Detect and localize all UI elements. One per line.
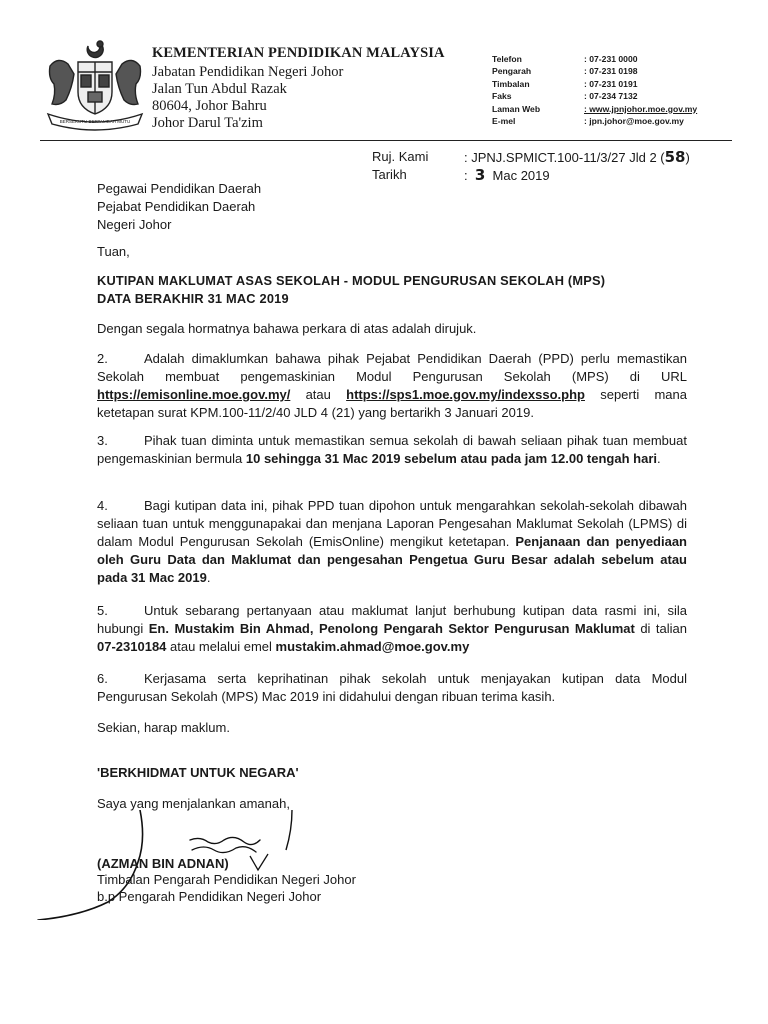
subject-line: KUTIPAN MAKLUMAT ASAS SEKOLAH - MODUL PENGURUSAN SEKOLAH (MPS) — [97, 273, 606, 288]
contact-value: : www.jpnjohor.moe.gov.my — [584, 103, 698, 114]
paragraph-text: Adalah dimaklumkan bahawa pihak Pejabat Pendidikan Daerah (PPD) perlu memastikan Sekolah membuat pengemaskinian Modul Pengurusan Sekolah (MPS) di URL — [97, 351, 687, 384]
date-colon: : — [464, 167, 468, 183]
ref-close: ) — [685, 150, 690, 165]
closing-line: Sekian, harap maklum. — [97, 720, 230, 735]
signatory-title: b.p Pengarah Pendidikan Negeri Johor — [97, 889, 322, 904]
address-line: 80604, Johor Bahru — [152, 98, 267, 114]
contact-value: : 07-234 7132 — [584, 91, 638, 102]
paragraph-4 — [97, 497, 687, 587]
contact-row — [492, 53, 697, 65]
letterhead-organisation — [152, 45, 445, 132]
paragraph-text: . — [657, 451, 661, 466]
handwritten-date-day: 3 — [474, 165, 486, 184]
signatory-title: Timbalan Pengarah Pendidikan Negeri Johor — [97, 872, 356, 887]
ref-label: Ruj. Kami — [372, 149, 429, 164]
date-month-year: Mac 2019 — [492, 167, 550, 183]
contact-label: Faks — [492, 91, 512, 102]
reference-block — [372, 149, 690, 184]
contact-label: E-mel — [492, 115, 516, 126]
paragraph-number: 5. — [97, 603, 108, 618]
emis-url-link[interactable]: https://emisonline.moe.gov.my/ — [97, 387, 291, 402]
address-line: Jalan Tun Abdul Razak — [152, 81, 287, 97]
contact-label: Pengarah — [492, 66, 532, 77]
recipient-line: Pegawai Pendidikan Daerah — [97, 181, 262, 196]
subject-heading — [97, 272, 687, 308]
paragraph-6 — [97, 670, 687, 706]
contact-label: Timbalan — [492, 78, 530, 89]
header-divider — [40, 140, 732, 141]
address-line: Johor Darul Ta'zim — [152, 115, 263, 131]
contact-row — [492, 90, 697, 102]
subject-line: DATA BERAKHIR 31 MAC 2019 — [97, 291, 289, 306]
paragraph-number: 3. — [97, 433, 108, 448]
ministry-name: KEMENTERIAN PENDIDIKAN MALAYSIA — [152, 45, 445, 61]
intro-paragraph: Dengan segala hormatnya bahawa perkara di atas adalah dirujuk. — [97, 321, 477, 336]
paragraph-text: Kerjasama serta keprihatinan pihak sekolah untuk menjayakan kutipan data Modul Pengurusan Sekolah (MPS) Mac 2019 ini didahului dengan ribuan terima kasih. — [97, 671, 687, 704]
paragraph-number: 4. — [97, 498, 108, 513]
paragraph-text: . — [206, 570, 211, 585]
paragraph-bold-text: 10 sehingga 31 Mac 2019 sebelum atau pada jam 12.00 tengah hari — [245, 451, 657, 466]
sps-url-link[interactable]: https://sps1.moe.gov.my/indexsso.php — [346, 387, 585, 402]
paragraph-text: atau — [290, 387, 347, 402]
address-line: Jabatan Pendidikan Negeri Johor — [152, 64, 344, 80]
contact-value: : 07-231 0198 — [584, 66, 638, 77]
paragraph-text: di talian — [634, 621, 688, 636]
ref-value — [464, 149, 690, 167]
coat-of-arms-icon — [40, 36, 150, 132]
contact-row — [492, 115, 697, 127]
contact-value: : jpn.johor@moe.gov.my — [584, 115, 684, 126]
recipient-line: Pejabat Pendidikan Daerah — [97, 199, 256, 214]
ref-number: : JPNJ.SPMICT.100-11/3/27 Jld 2 ( — [464, 150, 665, 165]
paragraph-text: Untuk sebarang pertanyaan atau maklumat lanjut berhubung kutipan data rasmi ini, sila hubungi — [97, 603, 687, 636]
contact-phone: 07-2310184 — [97, 639, 167, 654]
motto: 'BERKHIDMAT UNTUK NEGARA' — [97, 765, 299, 780]
paragraph-text: Bagi kutipan data ini, pihak PPD tuan dipohon untuk mengarahkan sekolah-sekolah dibawah seliaan tuan untuk menggunapakai dan menjana Laporan Pengesahan Maklumat Sekolah (LPMS) di dalam Modul Pengurusan Sekolah (EmisOnline) mengikut ketetapan. — [97, 498, 687, 549]
signatory-name: (AZMAN BIN ADNAN) — [97, 856, 229, 871]
saya-line: Saya yang menjalankan amanah, — [97, 796, 290, 811]
contact-value: : 07-231 0000 — [584, 54, 638, 64]
salutation: Tuan, — [97, 244, 130, 259]
contact-person: En. Mustakim Bin Ahmad, Penolong Pengarah Sektor Pengurusan Maklumat — [148, 621, 635, 636]
contact-email: mustakim.ahmad@moe.gov.my — [275, 639, 470, 654]
paragraph-text: atau melalui emel — [166, 639, 276, 654]
date-label: Tarikh — [372, 166, 407, 182]
paragraph-2 — [97, 350, 687, 422]
recipient-address — [97, 180, 687, 234]
paragraph-number: 2. — [97, 351, 108, 366]
contact-row — [492, 103, 697, 115]
contact-row — [492, 65, 697, 77]
paragraph-5 — [97, 602, 687, 656]
paragraph-text: Pihak tuan diminta untuk memastikan semua sekolah di bawah seliaan pihak tuan membuat pengemaskinian bermula — [97, 433, 687, 466]
contact-label: Telefon — [492, 54, 522, 64]
paragraph-3 — [97, 432, 687, 468]
contact-block — [492, 53, 697, 127]
ref-row — [372, 149, 690, 167]
contact-value: : 07-231 0191 — [584, 78, 638, 89]
handwritten-ref-number: 58 — [664, 148, 686, 166]
paragraph-bold-text: Penjanaan dan penyediaan oleh Guru Data dan Maklumat dan pengesahan Pengetua Guru Besar adalah sebelum atau pada 31 Mac 2019 — [97, 534, 688, 585]
paragraph-number: 6. — [97, 671, 108, 686]
svg-text:BERSEKUTU BERTAMBAH MUTU: BERSEKUTU BERTAMBAH MUTU — [59, 119, 131, 124]
paragraph-text: seperti mana ketetapan surat KPM.100-11/2/40 JLD 4 (21) yang bertarikh 3 Januari 2019. — [97, 387, 687, 420]
recipient-line: Negeri Johor — [97, 217, 172, 232]
contact-row — [492, 78, 697, 90]
contact-label: Laman Web — [492, 103, 541, 114]
